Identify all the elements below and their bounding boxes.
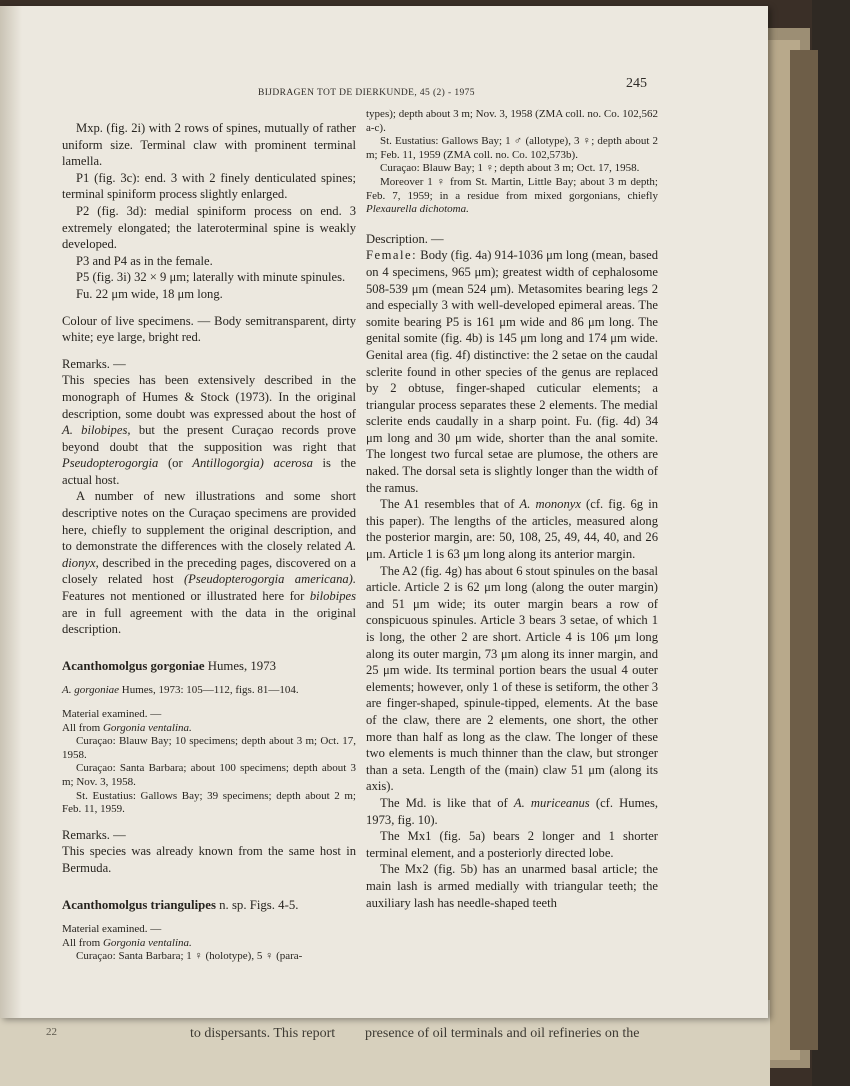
material-record: Curaçao: Santa Barbara; about 100 specimens; depth about 3 m; Nov. 3, 1958.	[62, 762, 356, 788]
remarks-heading: Remarks. —	[62, 356, 126, 371]
paragraph-mxp: Mxp. (fig. 2i) with 2 rows of spines, mutually of rather uniform size. Terminal claw with prominent terminal lamella.	[62, 121, 356, 169]
description-mx2: The Mx2 (fig. 5b) has an unarmed basal article; the main lash is armed medially with triangular teeth; the auxiliary lash has needle-shaped teeth	[366, 862, 658, 910]
paragraph-p2: P2 (fig. 3d): medial spiniform process on end. 3 extremely elongated; the lateroterminal spine is weakly developed.	[62, 203, 356, 252]
underlying-page-number: 22	[46, 1026, 57, 1038]
paragraph-p1: P1 (fig. 3c): end. 3 with 2 finely denticulated spines; terminal spiniform process slightly enlarged.	[62, 170, 356, 202]
page-stack-edge	[790, 50, 818, 1050]
page-number: 245	[626, 76, 647, 91]
description-heading: Description. —	[366, 231, 444, 246]
description-mx1: The Mx1 (fig. 5a) bears 2 longer and 1 shorter terminal element, and a posteriorly directed lobe.	[366, 829, 658, 860]
paragraph-p3p4: P3 and P4 as in the female.	[76, 253, 213, 268]
material-record: St. Eustatius: Gallows Bay; 1 ♂ (allotype), 3 ♀; depth about 2 m; Feb. 11, 1959 (ZMA coll. no. Co. 102,573b).	[366, 135, 658, 161]
material-record: St. Eustatius: Gallows Bay; 39 specimens; depth about 2 m; Feb. 11, 1959.	[62, 789, 356, 816]
description-female: Female: Body (fig. 4a) 914-1036 μm long (mean, based on 4 specimens, 965 μm); greatest width of cephalosome 508-539 μm (mean 524 μm). Metasomites bearing legs 2 and especially 3 with well-developed epimeral areas. The somite bearing P5 is 161 μm wide and 86 μm long. The genital somite (fig. 4b) is 145 μm long and 174 μm wide. Genital area (fig. 4f) distinctive: the 2 setae on the caudal sclerite found in other species of the genus are replaced by 2 obtuse, finger-shaped cuticular elements; a triangular process separates these 2 elements. The medial sclerite ends caudally in a sharp point. Fu. (fig. 4d) 34 μm long and 30 μm wide, shorter than the anal somite. The longest two furcal setae are plumose, the others are naked. The dorsal seta is slightly longer than the width of the ramus.	[366, 248, 658, 495]
underlying-text-right: presence of oil terminals and oil refineries on the	[365, 1026, 640, 1041]
gorgoniae-reference: A. gorgoniae Humes, 1973: 105—112, figs. 81—104.	[62, 684, 299, 697]
underlying-text-left: to dispersants. This report	[190, 1026, 336, 1041]
right-column	[366, 108, 658, 911]
description-a1: The A1 resembles that of A. mononyx (cf. fig. 6g in this paper). The lengths of the articles, measured along the posterior margin, are: 50, 108, 25, 49, 44, 40, and 26 μm. Article 1 is 63 μm long along its anterior margin.	[366, 497, 659, 562]
material-record: Moreover 1 ♀ from St. Martin, Little Bay; about 3 m depth; Feb. 7, 1959; in a residue from mixed gorgonians, chiefly Plexaurella dichotoma.	[366, 175, 658, 216]
running-head: BIJDRAGEN TOT DE DIERKUNDE, 45 (2) - 1975	[258, 88, 475, 98]
left-column	[62, 120, 356, 964]
description-a2: The A2 (fig. 4g) has about 6 stout spinules on the basal article. Article 2 is 62 μm long (along the outer margin) and 51 μm wide; its outer margin bears a row of conspicuous spinules. Article 3 bears 3 setae, of which 1 is long, the other 2 are short. Article 4 is 106 μm long along its outer margin, 73 μm along its inner margin, and 25 μm wide. Its terminal portion bears the usual 4 outer elements; however, only 1 of these is setiform, the other 3 are finger-shaped, spinule-tipped, elements. At the base of the claw, there are 2 elements, one short, the other more than half as long as the claw. The longer of these two elements is much thinner than the claw, but stronger than a seta. Length of the (main) claw 51 μm (along its axis).	[366, 563, 658, 794]
tri-material-heading: Material examined. —	[62, 923, 162, 936]
material-record: Curaçao: Blauw Bay; 10 specimens; depth about 3 m; Oct. 17, 1958.	[62, 735, 356, 761]
section-heading-gorgoniae: Acanthomolgus gorgoniae Humes, 1973	[62, 658, 276, 673]
page-gutter	[0, 6, 22, 1018]
material-record: Curaçao: Blauw Bay; 1 ♀; depth about 3 m; Oct. 17, 1958.	[380, 162, 640, 175]
section-heading-triangulipes: Acanthomolgus triangulipes n. sp. Figs. 4-5.	[62, 897, 299, 912]
tri-material-record: Curaçao: Santa Barbara; 1 ♀ (holotype), 5 ♀ (para-	[76, 950, 303, 963]
tri-material-host: All from Gorgonia ventalina.	[62, 936, 192, 949]
paragraph-p5: P5 (fig. 3i) 32 × 9 μm; laterally with minute spinules.	[76, 270, 346, 285]
material-host: All from Gorgonia ventalina.	[62, 721, 192, 734]
remarks2-heading: Remarks. —	[62, 827, 126, 842]
material-heading: Material examined. —	[62, 708, 162, 720]
remarks2-paragraph: This species was already known from the same host in Bermuda.	[62, 844, 356, 875]
paragraph-fu: Fu. 22 μm wide, 18 μm long.	[76, 286, 223, 301]
description-md: The Md. is like that of A. muriceanus (cf. Humes, 1973, fig. 10).	[366, 795, 658, 827]
paragraph-colour: Colour of live specimens. — Body semitransparent, dirty white; eye large, bright red.	[62, 313, 356, 345]
material-record: types); depth about 3 m; Nov. 3, 1958 (ZMA coll. no. Co. 102,562 a-c).	[366, 108, 658, 134]
remarks-paragraph-1: This species has been extensively described in the monograph of Humes & Stock (1973). In the original description, some doubt was expressed about the host of A. bilobipes, but the present Curaçao records prove beyond doubt that the supposition was right that Pseudopterogorgia (or Antillogorgia) acerosa is the actual host.	[62, 373, 356, 487]
remarks-paragraph-2: A number of new illustrations and some short descriptive notes on the Curaçao specimens are provided here, chiefly to supplement the original description, and to demonstrate the differences with the closely related A. dionyx, described in the preceding pages, discovered on a closely related host (Pseudopterogorgia americana). Features not mentioned or illustrated here for bilobipes are in full agreement with the data in the original description.	[62, 489, 357, 637]
